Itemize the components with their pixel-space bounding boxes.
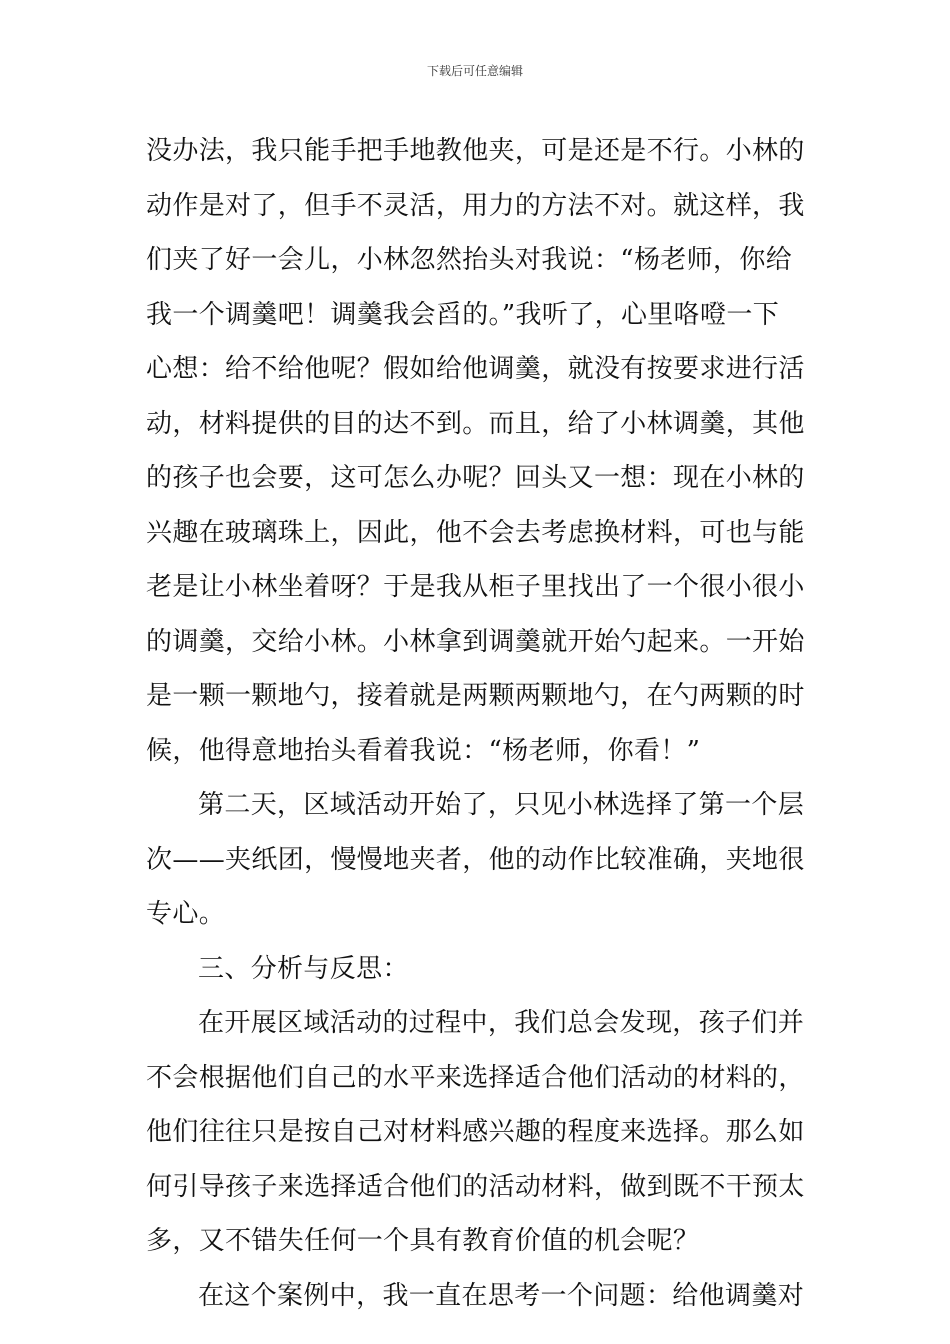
text-line: 动作是对了，但手不灵活，用力的方法不对。就这样，我 (146, 190, 805, 221)
text-line: 不会根据他们自己的水平来选择适合他们活动的材料的， (146, 1062, 805, 1093)
text-line: 兴趣在玻璃珠上，因此，他不会去考虑换材料，可也与能 (146, 517, 805, 548)
text-line: 候，他得意地抬头看着我说：“杨老师，你看！” (146, 735, 701, 766)
text-line: 多，又不错失任何一个具有教育价值的机会呢？ (146, 1226, 700, 1256)
section-heading: 三、分析与反思： (198, 953, 409, 984)
page-header: 下载后可任意编辑 (426, 64, 523, 78)
text-line: 我一个调羹吧！调羹我会舀的。”我听了，心里咯噔一下 (146, 299, 780, 330)
text-line: 没办法，我只能手把手地教他夹，可是还是不行。小林的 (146, 136, 805, 166)
text-line: 何引导孩子来选择适合他们的活动材料，做到既不干预太 (146, 1171, 805, 1202)
paragraph-start-line: 在这个案例中，我一直在思考一个问题：给他调羹对 (198, 1280, 805, 1311)
text-line: 他们往往只是按自己对材料感兴趣的程度来选择。那么如 (146, 1117, 805, 1147)
text-line: 们夹了好一会儿，小林忽然抬头对我说：“杨老师，你给 (146, 245, 793, 275)
text-line: 是一颗一颗地勺，接着就是两颗两颗地勺，在勺两颗的时 (146, 681, 805, 711)
paragraph-start-line: 第二天，区域活动开始了，只见小林选择了第一个层 (198, 790, 805, 820)
text-line: 动，材料提供的目的达不到。而且，给了小林调羹，其他 (146, 408, 805, 439)
text-line: 次——夹纸团，慢慢地夹者，他的动作比较准确，夹地很 (146, 844, 805, 875)
text-line: 的孩子也会要，这可怎么办呢？回头又一想：现在小林的 (146, 463, 805, 493)
text-line: 老是让小林坐着呀？于是我从柜子里找出了一个很小很小 (146, 572, 805, 602)
document-body (146, 124, 810, 1323)
text-line: 的调羹，交给小林。小林拿到调羹就开始勺起来。一开始 (146, 626, 805, 657)
text-line: 心想：给不给他呢？假如给他调羹，就没有按要求进行活 (146, 354, 805, 384)
text-line: 专心。 (146, 899, 226, 929)
paragraph-start-line: 在开展区域活动的过程中，我们总会发现，孩子们并 (198, 1008, 805, 1038)
